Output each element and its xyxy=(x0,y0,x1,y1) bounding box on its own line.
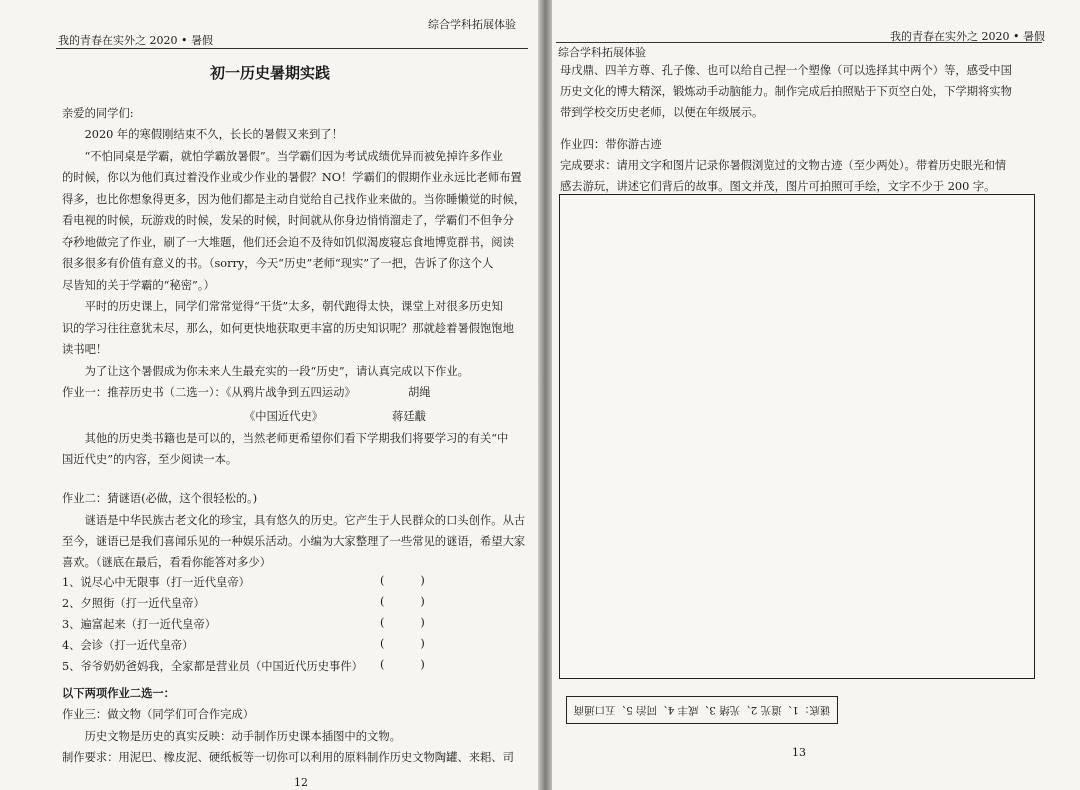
answer-box[interactable] xyxy=(559,194,1035,679)
left-header-rule xyxy=(56,48,528,49)
hw3-text: 历史文物是历史的真实反映：动手制作历史课本插图中的文物。 xyxy=(84,730,401,743)
riddle-answer-hint xyxy=(566,696,838,724)
hw2-intro: 至今，谜语已是我们喜闻乐见的一种娱乐活动。小编为大家整理了一些常见的谜语，希望大家 xyxy=(62,535,526,548)
hw2-intro: 喜欢。（谜底在最后，看看你能答对多少） xyxy=(62,556,271,569)
intro-line: 识的学习往往意犹未尽，那么，如何更快地获取更丰富的历史知识呢？那就趁着暑假饱饱地 xyxy=(62,321,514,335)
intro-line: 为了让这个暑假成为你未来人生最充实的一段“历史”，请认真完成以下作业。 xyxy=(84,364,469,378)
riddle-item: 2、夕照街（打一近代皇帝） xyxy=(62,597,205,610)
answer-blank[interactable]: ( ) xyxy=(380,616,425,629)
intro-line: 2020 年的寒假刚结束不久，长长的暑假又来到了！ xyxy=(84,128,343,141)
intro-line: 看电视的时候，玩游戏的时候，发呆的时候，时间就从你身边悄悄溜走了，学霸们不但争分 xyxy=(62,214,514,227)
intro-line: 很多很多有价值有意义的书。（sorry，今天“历史”老师“现实”了一把，告诉了你这个人 xyxy=(62,257,494,270)
right-header-subject: 综合学科拓展体验 xyxy=(558,46,646,59)
riddle-item: 3、遍富起来（打一近代皇帝） xyxy=(62,618,217,631)
right-header-rule xyxy=(556,42,1042,43)
greeting: 亲爱的同学们: xyxy=(62,107,134,120)
hw3-continued: 历史文化的博大精深，锻炼动手动脑能力。制作完成后拍照贴于下页空白处，下学期将实物 xyxy=(560,85,1012,98)
hw3-title: 作业三：做文物（同学们可合作完成） xyxy=(62,708,255,721)
answer-blank[interactable]: ( ) xyxy=(380,658,425,671)
hw1-author2: 蒋廷黻 xyxy=(392,410,426,423)
right-header-series: 我的青春在实外之 2020 • 暑假 xyxy=(890,30,1045,43)
intro-text xyxy=(62,124,525,382)
intro-line: 平时的历史课上，同学们常常觉得“干货”太多，朝代跑得太快，课堂上对很多历史知 xyxy=(84,300,503,313)
page-title: 初一历史暑期实践 xyxy=(209,64,330,82)
riddle-item: 5、爷爷奶奶爸妈我，全家都是营业员（中国近代历史事件） xyxy=(62,660,363,673)
hw1-author1: 胡绳 xyxy=(408,386,431,399)
intro-line: “不怕同桌是学霸，就怕学霸放暑假”。当学霸们因为考试成绩优异而被免掉许多作业 xyxy=(84,149,503,163)
left-header-subject: 综合学科拓展体验 xyxy=(428,18,516,31)
hw4-requirement: 感去游玩，讲述它们背后的故事。图文并茂，图片可拍照可手绘，文字不少于 200 字。 xyxy=(560,180,996,193)
left-header-series: 我的青春在实外之 2020 • 暑假 xyxy=(58,34,213,47)
page-number: 12 xyxy=(294,776,308,789)
hw3-text: 制作要求：用泥巴、橡皮泥、硬纸板等一切你可以利用的原料制作历史文物陶罐、来耜、司 xyxy=(62,751,514,764)
intro-line: 夺秒地做完了作业，刷了一大堆题，他们还会迫不及待如饥似渴废寝忘食地博览群书，阅读 xyxy=(62,235,514,249)
riddle-answer-text: 谜底：1、道光 2、光绪 3、咸丰 4、同治 5、五口通商 xyxy=(573,704,831,716)
hw2-intro: 谜语是中华民族古老文化的珍宝，具有悠久的历史。它产生于人民群众的口头创作。从古 xyxy=(84,514,526,527)
choose-line: 以下两项作业二选一： xyxy=(62,686,175,700)
intro-line: 得多，也比你想象得更多，因为他们都是主动自觉给自己找作业来做的。当你睡懒觉的时候， xyxy=(62,192,526,206)
hw3-continued: 母戊鼎、四羊方尊、孔子像、也可以给自己捏一个塑像（可以选择其中两个）等，感受中国 xyxy=(560,64,1012,77)
intro-line: 尽皆知的关于学霸的“秘密”。） xyxy=(62,278,215,292)
hw3-continued: 带到学校交历史老师，以便在年级展示。 xyxy=(560,106,764,119)
hw2-title: 作业二：猜谜语(必做，这个很轻松的。) xyxy=(62,492,258,505)
intro-line: 读书吧！ xyxy=(62,343,108,356)
hw1-book2: 《中国近代史》 xyxy=(244,410,324,423)
hw4-title: 作业四：带你游古迹 xyxy=(560,138,662,151)
hw1-note: 国近代史”的内容，至少阅读一本。 xyxy=(62,453,238,466)
intro-line: 的时候，你以为他们真过着没作业或少作业的暑假？NO！学霸们的假期作业永远比老师布置 xyxy=(62,171,522,184)
hw1-label: 作业一：推荐历史书（二选一）：《从鸦片战争到五四运动》 xyxy=(62,386,356,399)
hw1-note: 其他的历史类书籍也是可以的，当然老师更希望你们看下学期我们将要学习的有关“中 xyxy=(84,432,509,445)
page-number: 13 xyxy=(792,746,806,759)
riddle-item: 1、说尽心中无限事（打一近代皇帝） xyxy=(62,576,250,589)
answer-blank[interactable]: ( ) xyxy=(380,574,425,587)
answer-blank[interactable]: ( ) xyxy=(380,595,425,608)
hw4-requirement: 完成要求：请用文字和图片记录你暑假浏览过的文物古迹（至少两处）。带着历史眼光和情 xyxy=(560,159,1007,172)
answer-blank[interactable]: ( ) xyxy=(380,637,425,650)
riddle-item: 4、会诊（打一近代皇帝） xyxy=(62,639,194,652)
